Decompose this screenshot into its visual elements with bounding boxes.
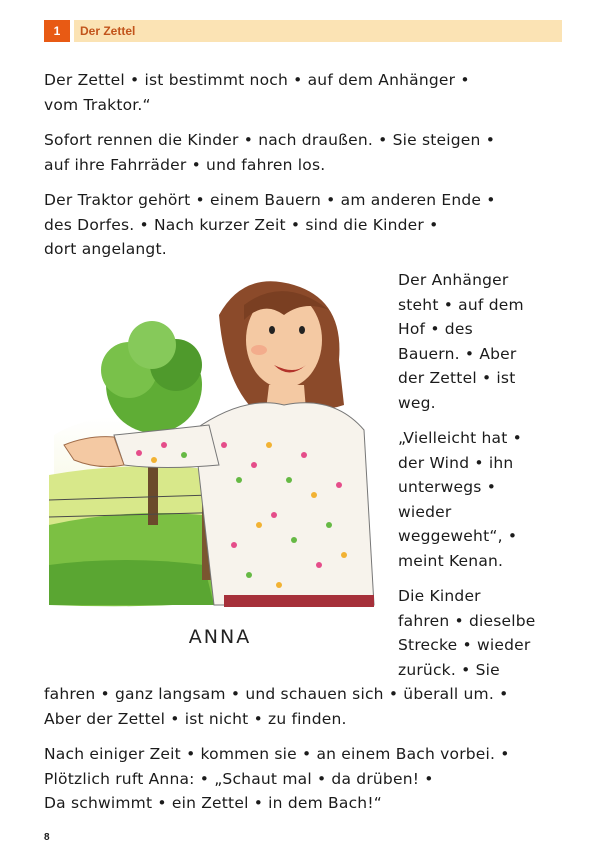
text-line: Nach einiger Zeit • kommen sie • an einem Bach vorbei. •: [44, 745, 510, 763]
chapter-header: [44, 20, 562, 42]
chapter-number: 1: [44, 20, 70, 42]
text-line: zurück. • Sie: [398, 660, 500, 679]
text-line: der Zettel • ist: [398, 369, 516, 387]
text-line: Bauern. • Aber: [398, 344, 517, 363]
text-line: Die Kinder: [398, 587, 481, 605]
paragraph-5: [44, 742, 510, 816]
paragraph-3: [44, 188, 496, 262]
text-line: Der Zettel • ist bestimmt noch • auf dem Anhänger •: [44, 71, 470, 89]
text-line: fahren • ganz langsam • und schauen sich • überall um. •: [44, 685, 509, 703]
text-line: der Wind • ihn: [398, 453, 514, 472]
text-line: meint Kenan.: [398, 551, 504, 570]
text-line: Der Traktor gehört • einem Bauern • am anderen Ende •: [44, 191, 496, 209]
text-line: unterwegs •: [398, 478, 497, 496]
text-line: Aber der Zettel • ist nicht • zu finden.: [44, 709, 347, 728]
page-number: 8: [44, 832, 50, 843]
text-line: Plötzlich ruft Anna: • „Schaut mal • da drüben! •: [44, 769, 434, 788]
side-paragraph-1: [398, 268, 524, 415]
text-line: weg.: [398, 393, 436, 412]
text-line: auf ihre Fahrräder • und fahren los.: [44, 155, 326, 174]
anna-illustration: [44, 265, 384, 660]
chapter-title: Der Zettel: [80, 24, 136, 38]
text-line: des Dorfes. • Nach kurzer Zeit • sind die Kinder •: [44, 215, 439, 234]
illustration-caption: ANNA: [188, 626, 252, 648]
text-line: wieder: [398, 502, 452, 521]
text-line: Der Anhänger: [398, 271, 509, 289]
text-line: Hof • des: [398, 320, 473, 338]
side-paragraph-2: [398, 426, 522, 573]
text-line: Da schwimmt • ein Zettel • in dem Bach!“: [44, 794, 382, 812]
paragraph-1: [44, 68, 470, 117]
text-line: dort angelangt.: [44, 240, 167, 258]
side-paragraph-3: [398, 584, 536, 682]
text-line: weggeweht“, •: [398, 527, 518, 545]
text-line: fahren • dieselbe: [398, 611, 536, 630]
header-divider: [70, 20, 74, 42]
text-line: „Vielleicht hat •: [398, 429, 522, 447]
text-line: Strecke • wieder: [398, 636, 531, 654]
paragraph-4: [44, 682, 508, 731]
paragraph-2: [44, 128, 495, 177]
text-line: Sofort rennen die Kinder • nach draußen. • Sie steigen •: [44, 131, 496, 149]
text-line: vom Traktor.“: [44, 95, 151, 114]
text-line: steht • auf dem: [398, 295, 524, 314]
